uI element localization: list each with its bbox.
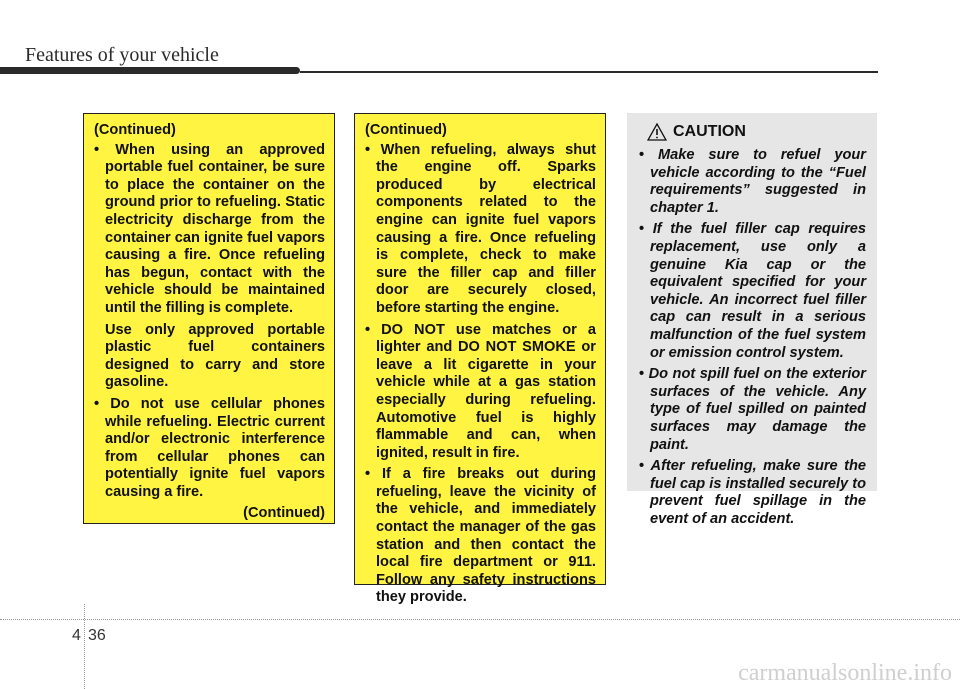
footer-vertical-divider <box>84 604 85 689</box>
caution-item: • Make sure to refuel your vehicle according to the “Fuel requirements” suggested in chapter 1. <box>639 147 866 217</box>
caution-item: • If the fuel filler cap requires replacement, use only a genuine Kia cap or the equivalent specified for your vehicle. An incorrect fuel filler cap can result in a serious malfunction of the fuel system or emission control system. <box>639 221 866 362</box>
warning-list <box>94 142 325 318</box>
continued-label-top: (Continued) <box>94 122 176 138</box>
caution-list <box>639 147 866 528</box>
warning-subparagraph: Use only approved portable plastic fuel containers designed to carry and store gasoline. <box>105 321 325 391</box>
warning-box-left <box>83 113 335 524</box>
warning-item: • DO NOT use matches or a lighter and DO NOT SMOKE or leave a lit cigarette in your vehicle while at a gas station especially during refueling. Automotive fuel is highly flammable and can, when ignited, result in fire. <box>365 322 596 463</box>
warning-item: • If a fire breaks out during refueling, leave the vicinity of the vehicle, and immediately contact the manager of the gas station and then contact the local fire department or 911. Follow any safety instructions they provide. <box>365 466 596 607</box>
caution-title: CAUTION <box>673 123 746 141</box>
warning-box-middle <box>354 113 606 606</box>
page-number: 36 <box>88 627 106 644</box>
header-bar-thick <box>0 67 300 74</box>
caution-heading <box>647 123 866 141</box>
warning-item: • When refueling, always shut the engine off. Sparks produced by electrical components related to the engine can ignite fuel vapors causing a fire. Once refueling is complete, check to make sure the filler cap and filler door are securely closed, before starting the engine. <box>365 142 596 318</box>
warning-item: • Do not use cellular phones while refueling. Electric current and/or electronic interference from cellular phones can potentially ignite fuel vapors causing a fire. <box>94 396 325 502</box>
warning-triangle-icon <box>647 123 667 141</box>
warning-item: • When using an approved portable fuel container, be sure to place the container on the ground prior to refueling. Static electricity discharge from the container can ignite fuel vapors causing a fire. Once refueling has begun, contact with the vehicle should be maintained until the filling is complete. <box>94 142 325 318</box>
caution-item: • Do not spill fuel on the exterior surfaces of the vehicle. Any type of fuel spilled on painted surfaces may damage the paint. <box>639 366 866 454</box>
watermark: carmanualsonline.info <box>738 660 952 686</box>
header-bar-thin <box>300 71 878 73</box>
continued-label-top: (Continued) <box>365 122 447 138</box>
continued-label-bottom: (Continued) <box>243 505 325 522</box>
caution-box <box>627 113 877 527</box>
footer-divider <box>0 619 960 620</box>
chapter-number: 4 <box>72 627 81 644</box>
warning-list <box>365 142 596 607</box>
caution-item: • After refueling, make sure the fuel cap is installed securely to prevent fuel spillage in the event of an accident. <box>639 458 866 528</box>
page-header-title: Features of your vehicle <box>25 44 219 66</box>
warning-list <box>94 396 325 502</box>
